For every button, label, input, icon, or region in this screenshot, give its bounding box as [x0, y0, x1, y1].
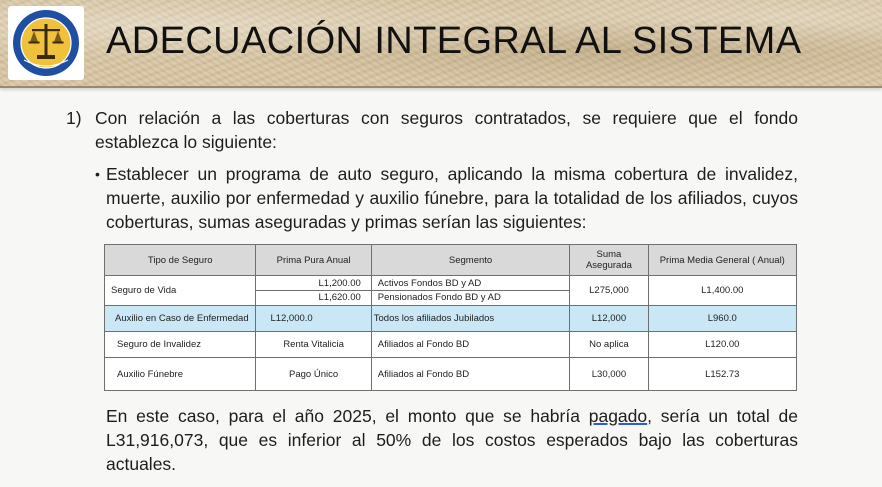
institution-seal-logo [8, 6, 84, 80]
cell-prima-media: L120.00 [648, 332, 796, 358]
spellcheck-word: pagado [588, 406, 648, 426]
cell-segmento [371, 276, 570, 306]
header-prima-pura: Prima Pura Anual [256, 245, 371, 276]
paragraph-conclusion [106, 404, 798, 476]
cell-segmento: Todos los afiliados Jubilados [371, 306, 570, 332]
cell-suma: L30,000 [570, 358, 648, 391]
cell-tipo: Auxilio en Caso de Enfermedad [105, 306, 256, 332]
bullet-icon: • [95, 166, 100, 182]
table-row [105, 276, 797, 306]
cell-prima-media: L1,400.00 [648, 276, 796, 306]
cell-tipo: Seguro de Invalidez [105, 332, 256, 358]
header-suma-asegurada: Suma Asegurada [570, 245, 648, 276]
cell-prima-pensionados: L1,620.00 [256, 290, 370, 304]
cell-tipo: Seguro de Vida [105, 276, 256, 306]
cell-suma: No aplica [570, 332, 648, 358]
cell-prima-pura: Pago Único [256, 358, 371, 391]
cell-prima-media: L960.0 [648, 306, 796, 332]
paragraph-coverage-intro: Con relación a las coberturas con seguros contratados, se requiere que el fondo establezca lo siguiente: [95, 108, 798, 152]
cell-prima-pura: Renta Vitalicia [256, 332, 371, 358]
paragraph-self-insurance: Establecer un programa de auto seguro, aplicando la misma cobertura de invalidez, muerte, auxilio por enfermedad y auxilio fúnebre, para la totalidad de los afiliados, cuyos coberturas, sumas aseguradas y primas serían las siguientes: [106, 164, 798, 232]
cell-prima-activos: L1,200.00 [318, 278, 361, 289]
cell-prima-media: L152.73 [648, 358, 796, 391]
cell-prima-pura: L12,000.0 [256, 306, 371, 332]
table-row [105, 358, 797, 391]
list-number: 1) [66, 108, 82, 128]
cell-segmento: Afiliados al Fondo BD [371, 358, 570, 391]
table-row-highlighted [105, 306, 797, 332]
conclusion-text-end: , sería un total de L31,916,073, que es inferior al 50% de los costos esperados bajo las coberturas actuales. [106, 406, 798, 474]
slide-header [0, 0, 882, 88]
header-tipo-seguro: Tipo de Seguro [105, 245, 256, 276]
table-header-row [105, 245, 797, 276]
slide-title: ADECUACIÓN INTEGRAL AL SISTEMA [106, 20, 802, 62]
cell-segmento: Afiliados al Fondo BD [371, 332, 570, 358]
header-segmento: Segmento [371, 245, 570, 276]
cell-suma: L275,000 [570, 276, 648, 306]
table-row [105, 332, 797, 358]
cell-suma: L12,000 [570, 306, 648, 332]
header-prima-media: Prima Media General ( Anual) [648, 245, 796, 276]
cell-prima-pura [256, 276, 371, 306]
coverage-table [104, 244, 797, 391]
cell-segmento-activos: Activos Fondos BD y AD [377, 278, 482, 289]
cell-segmento-pensionados: Pensionados Fondo BD y AD [372, 290, 570, 304]
cell-tipo: Auxilio Fúnebre [105, 358, 256, 391]
conclusion-text-start: En este caso, para el año 2025, el monto que se habría [106, 406, 589, 426]
